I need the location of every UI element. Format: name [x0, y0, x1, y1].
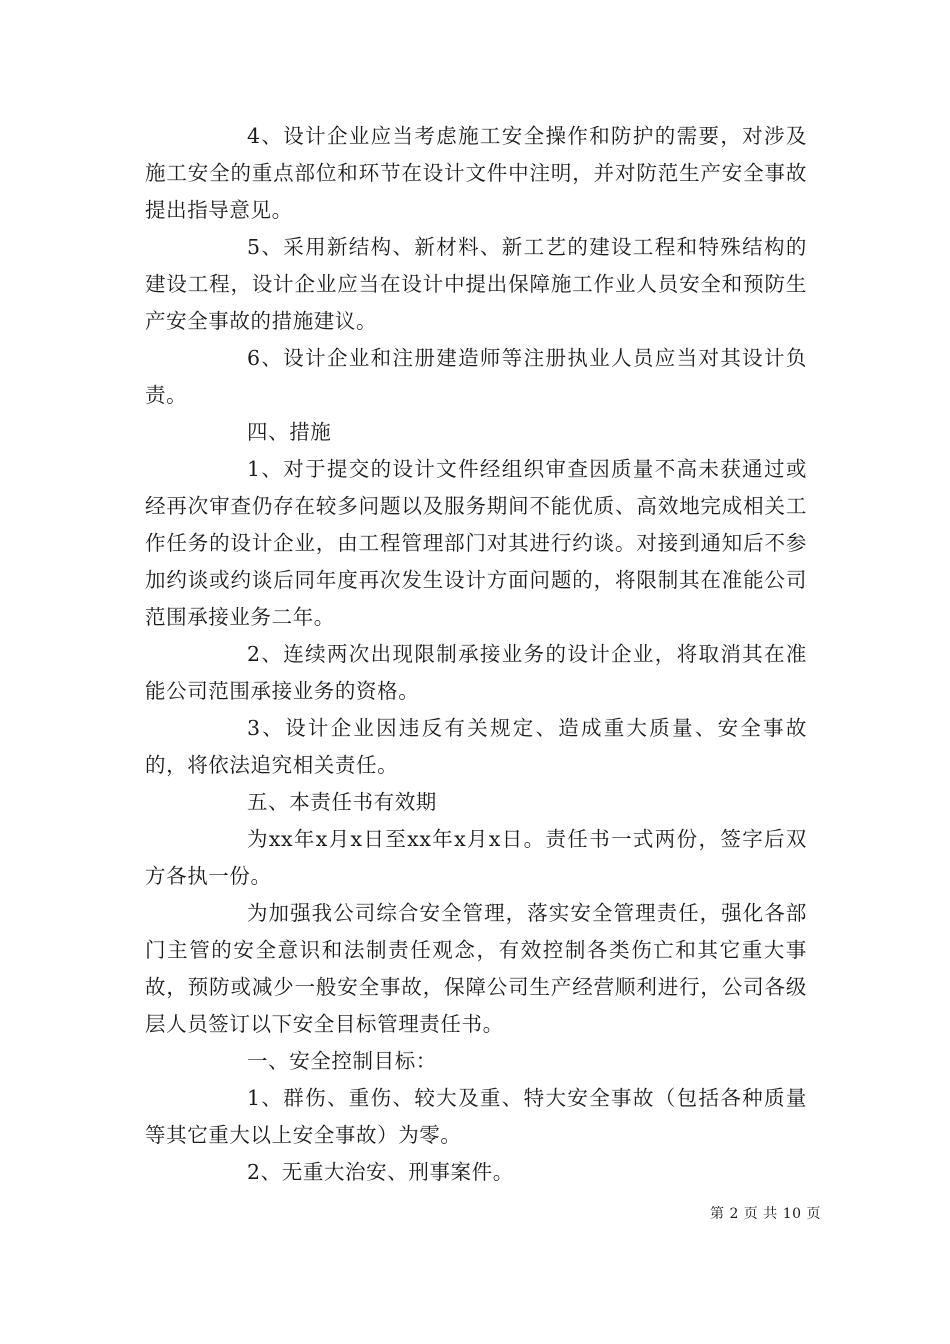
paragraph-design-safety: 4、设计企业应当考虑施工安全操作和防护的需要，对涉及施工安全的重点部位和环节在设计文件中注明，并对防范生产安全事故提出指导意见。: [145, 124, 807, 222]
section-heading-measures: 四、措施: [247, 420, 332, 444]
paragraph-measure-1: 1、对于提交的设计文件经组织审查因质量不高未获通过或经再次审查仍存在较多问题以及服务期间不能优质、高效地完成相关工作任务的设计企业，由工程管理部门对其进行约谈。对接到通知后不参加约谈或约谈后同年度再次发生设计方面问题的，将限制其在准能公司范围承接业务二年。: [145, 457, 807, 629]
document-body: [145, 118, 807, 1191]
section-heading-validity: 五、本责任书有效期: [247, 790, 437, 814]
section-heading-targets: 一、安全控制目标：: [247, 1049, 437, 1073]
paragraph-intro: 为加强我公司综合安全管理，落实安全管理责任，强化各部门主管的安全意识和法制责任观念，有效控制各类伤亡和其它重大事故，预防或减少一般安全事故，保障公司生产经营顺利进行，公司各级层人员签订以下安全目标管理责任书。: [145, 901, 807, 1036]
paragraph-new-structure: 5、采用新结构、新材料、新工艺的建设工程和特殊结构的建设工程，设计企业应当在设计中提出保障施工作业人员安全和预防生产安全事故的措施建议。: [145, 235, 807, 333]
paragraph-target-2: 2、无重大治安、刑事案件。: [247, 1160, 514, 1184]
paragraph-measure-3: 3、设计企业因违反有关规定、造成重大质量、安全事故的，将依法追究相关责任。: [145, 716, 807, 777]
paragraph-target-1: 1、群伤、重伤、较大及重、特大安全事故（包括各种质量等其它重大以上安全事故）为零。: [145, 1086, 807, 1147]
page-number-footer: 第 2 页 共 10 页: [710, 1206, 821, 1222]
paragraph-responsibility: 6、设计企业和注册建造师等注册执业人员应当对其设计负责。: [145, 346, 807, 407]
paragraph-validity: 为xx年x月x日至xx年x月x日。责任书一式两份，签字后双方各执一份。: [145, 827, 807, 888]
paragraph-measure-2: 2、连续两次出现限制承接业务的设计企业，将取消其在准能公司范围承接业务的资格。: [145, 642, 807, 703]
